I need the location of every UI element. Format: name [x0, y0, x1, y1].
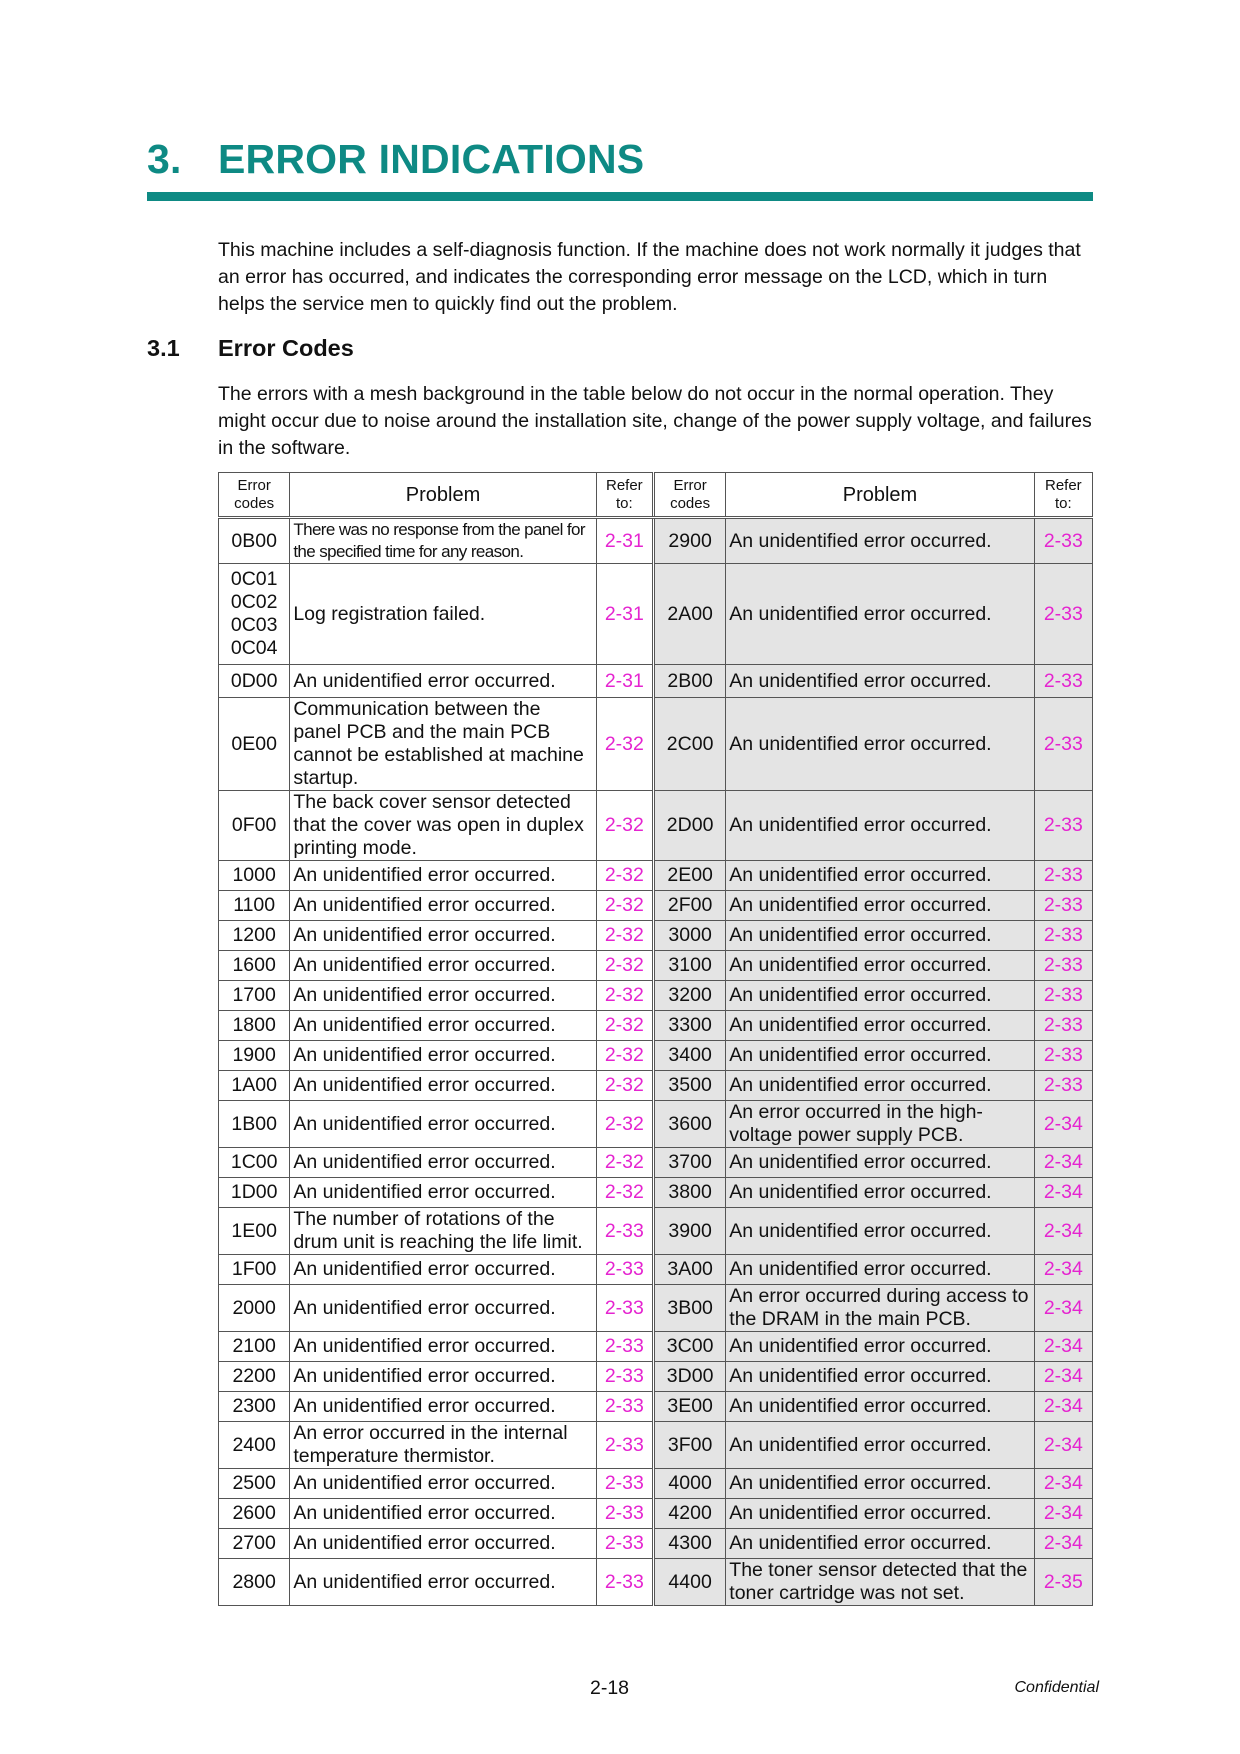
problem-cell: An unidentified error occurred.: [726, 981, 1034, 1011]
table-row: [219, 1422, 1093, 1469]
error-code-cell: 4000: [653, 1469, 725, 1499]
header-problem-right: Problem: [726, 473, 1034, 518]
error-code-cell: 2C00: [653, 698, 725, 791]
refer-cell: 2-34: [1034, 1332, 1092, 1362]
table-row: [219, 1362, 1093, 1392]
error-code-cell: 2B00: [653, 665, 725, 698]
refer-cell: 2-33: [1034, 921, 1092, 951]
refer-cell: 2-32: [596, 1011, 653, 1041]
error-code-cell: 3700: [653, 1148, 725, 1178]
refer-cell: 2-33: [1034, 518, 1092, 564]
error-code-cell: 1200: [219, 921, 290, 951]
table-row: [219, 1332, 1093, 1362]
refer-cell: 2-33: [1034, 891, 1092, 921]
refer-cell: 2-34: [1034, 1422, 1092, 1469]
table-row: [219, 1559, 1093, 1606]
heading-rule: [147, 192, 1093, 201]
error-code-cell: 3F00: [653, 1422, 725, 1469]
error-code-cell: 1E00: [219, 1208, 290, 1255]
section-number: 3.1: [147, 335, 180, 361]
problem-cell: The toner sensor detected that the toner cartridge was not set.: [726, 1559, 1034, 1606]
table-row: [219, 518, 1093, 564]
error-code-cell: 3300: [653, 1011, 725, 1041]
refer-cell: 2-34: [1034, 1208, 1092, 1255]
table-row: [219, 1178, 1093, 1208]
refer-cell: 2-32: [596, 951, 653, 981]
table-row: [219, 1208, 1093, 1255]
error-code-cell: 0E00: [219, 698, 290, 791]
refer-cell: 2-33: [596, 1255, 653, 1285]
refer-cell: 2-34: [1034, 1148, 1092, 1178]
refer-cell: 2-31: [596, 564, 653, 665]
header-error-codes: Error codes: [219, 473, 290, 518]
error-code-cell: 1B00: [219, 1101, 290, 1148]
refer-cell: 2-34: [1034, 1529, 1092, 1559]
refer-cell: 2-32: [596, 981, 653, 1011]
error-code-cell: 2400: [219, 1422, 290, 1469]
problem-cell: An unidentified error occurred.: [726, 1255, 1034, 1285]
problem-cell: An unidentified error occurred.: [290, 951, 596, 981]
problem-cell: An error occurred in the internal temperature thermistor.: [290, 1422, 596, 1469]
error-code-cell: 2200: [219, 1362, 290, 1392]
error-code-cell: 2300: [219, 1392, 290, 1422]
problem-cell: An unidentified error occurred.: [726, 564, 1034, 665]
problem-cell: An unidentified error occurred.: [290, 1011, 596, 1041]
refer-cell: 2-33: [596, 1285, 653, 1332]
error-code-cell: 4400: [653, 1559, 725, 1606]
error-code-cell: 3000: [653, 921, 725, 951]
refer-cell: 2-32: [596, 791, 653, 861]
error-code-cell: 1D00: [219, 1178, 290, 1208]
refer-cell: 2-33: [1034, 861, 1092, 891]
refer-cell: 2-33: [1034, 665, 1092, 698]
error-code-cell: 2600: [219, 1499, 290, 1529]
problem-cell: An unidentified error occurred.: [726, 1178, 1034, 1208]
error-code-cell: 3A00: [653, 1255, 725, 1285]
refer-cell: 2-33: [596, 1392, 653, 1422]
error-code-cell: 3200: [653, 981, 725, 1011]
problem-cell: An unidentified error occurred.: [290, 1559, 596, 1606]
table-row: [219, 1255, 1093, 1285]
refer-cell: 2-34: [1034, 1101, 1092, 1148]
refer-cell: 2-32: [596, 1148, 653, 1178]
problem-cell: An unidentified error occurred.: [290, 1041, 596, 1071]
refer-cell: 2-35: [1034, 1559, 1092, 1606]
refer-cell: 2-32: [596, 861, 653, 891]
table-row: [219, 665, 1093, 698]
header-refer: Refer to:: [596, 473, 653, 518]
refer-cell: 2-34: [1034, 1499, 1092, 1529]
problem-cell: An unidentified error occurred.: [290, 1469, 596, 1499]
refer-cell: 2-33: [596, 1469, 653, 1499]
refer-cell: 2-33: [1034, 1071, 1092, 1101]
problem-cell: An unidentified error occurred.: [726, 1148, 1034, 1178]
table-header-row: [219, 473, 1093, 518]
refer-cell: 2-33: [1034, 981, 1092, 1011]
problem-cell: An unidentified error occurred.: [726, 1208, 1034, 1255]
error-code-cell: 2000: [219, 1285, 290, 1332]
error-code-cell: 1A00: [219, 1071, 290, 1101]
table-row: [219, 1011, 1093, 1041]
error-code-cell: 2800: [219, 1559, 290, 1606]
table-row: [219, 1148, 1093, 1178]
header-refer-right: Refer to:: [1034, 473, 1092, 518]
problem-cell: An unidentified error occurred.: [726, 1041, 1034, 1071]
problem-cell: Log registration failed.: [290, 564, 596, 665]
refer-cell: 2-33: [596, 1208, 653, 1255]
error-code-cell: 0B00: [219, 518, 290, 564]
refer-cell: 2-34: [1034, 1362, 1092, 1392]
table-row: [219, 921, 1093, 951]
mesh-note-paragraph: The errors with a mesh background in the table below do not occur in the normal operation. They might occur due to noise around the installation site, change of the power supply voltage, and failures in the software.: [218, 383, 1092, 459]
refer-cell: 2-34: [1034, 1255, 1092, 1285]
problem-cell: An unidentified error occurred.: [726, 951, 1034, 981]
refer-cell: 2-33: [596, 1422, 653, 1469]
problem-cell: An unidentified error occurred.: [726, 1469, 1034, 1499]
problem-cell: An unidentified error occurred.: [290, 1332, 596, 1362]
table-row: [219, 1529, 1093, 1559]
problem-cell: An unidentified error occurred.: [726, 1422, 1034, 1469]
problem-cell: There was no response from the panel for the specified time for any reason.: [290, 518, 596, 564]
section-heading: [147, 335, 354, 362]
table-row: [219, 1041, 1093, 1071]
chapter-heading: [147, 136, 644, 183]
error-code-cell: 3C00: [653, 1332, 725, 1362]
error-code-cell: 1700: [219, 981, 290, 1011]
error-code-cell: 0F00: [219, 791, 290, 861]
problem-cell: An unidentified error occurred.: [290, 1071, 596, 1101]
refer-cell: 2-32: [596, 1071, 653, 1101]
refer-cell: 2-33: [1034, 1041, 1092, 1071]
problem-cell: Communication between the panel PCB and the main PCB cannot be established at machine startup.: [290, 698, 596, 791]
problem-cell: An unidentified error occurred.: [726, 861, 1034, 891]
problem-cell: An unidentified error occurred.: [726, 1529, 1034, 1559]
refer-cell: 2-34: [1034, 1178, 1092, 1208]
problem-cell: An unidentified error occurred.: [290, 1362, 596, 1392]
error-table-body: [219, 473, 1093, 1606]
refer-cell: 2-33: [596, 1332, 653, 1362]
refer-cell: 2-34: [1034, 1392, 1092, 1422]
refer-cell: 2-33: [1034, 698, 1092, 791]
problem-cell: An unidentified error occurred.: [290, 891, 596, 921]
confidential-label: Confidential: [1014, 1679, 1099, 1696]
error-code-cell: 2F00: [653, 891, 725, 921]
problem-cell: An unidentified error occurred.: [726, 518, 1034, 564]
error-code-cell: 3800: [653, 1178, 725, 1208]
error-code-cell: 1900: [219, 1041, 290, 1071]
problem-cell: An error occurred during access to the DRAM in the main PCB.: [726, 1285, 1034, 1332]
problem-cell: An unidentified error occurred.: [290, 981, 596, 1011]
problem-cell: An unidentified error occurred.: [290, 665, 596, 698]
error-code-cell: 3B00: [653, 1285, 725, 1332]
refer-cell: 2-32: [596, 1041, 653, 1071]
error-code-cell: 1800: [219, 1011, 290, 1041]
problem-cell: An unidentified error occurred.: [290, 1148, 596, 1178]
problem-cell: An unidentified error occurred.: [290, 1255, 596, 1285]
error-code-cell: 1100: [219, 891, 290, 921]
error-code-cell: 3100: [653, 951, 725, 981]
table-row: [219, 698, 1093, 791]
problem-cell: An unidentified error occurred.: [726, 698, 1034, 791]
problem-cell: The back cover sensor detected that the cover was open in duplex printing mode.: [290, 791, 596, 861]
header-problem: Problem: [290, 473, 596, 518]
problem-cell: An unidentified error occurred.: [726, 791, 1034, 861]
chapter-title: ERROR INDICATIONS: [218, 136, 645, 182]
error-code-cell: 4300: [653, 1529, 725, 1559]
table-row: [219, 981, 1093, 1011]
problem-cell: An unidentified error occurred.: [290, 1285, 596, 1332]
problem-cell: An unidentified error occurred.: [726, 1071, 1034, 1101]
header-error-codes-right: Error codes: [653, 473, 725, 518]
problem-cell: An error occurred in the high-voltage power supply PCB.: [726, 1101, 1034, 1148]
table-row: [219, 891, 1093, 921]
problem-cell: An unidentified error occurred.: [290, 1529, 596, 1559]
error-code-cell: 1000: [219, 861, 290, 891]
error-code-cell: 4200: [653, 1499, 725, 1529]
problem-cell: An unidentified error occurred.: [290, 1178, 596, 1208]
error-code-cell: 3E00: [653, 1392, 725, 1422]
problem-cell: An unidentified error occurred.: [290, 1499, 596, 1529]
table-row: [219, 1499, 1093, 1529]
table-row: [219, 1071, 1093, 1101]
refer-cell: 2-33: [1034, 951, 1092, 981]
refer-cell: 2-33: [596, 1362, 653, 1392]
error-code-cell: 3400: [653, 1041, 725, 1071]
refer-cell: 2-33: [596, 1499, 653, 1529]
error-code-cell: 3500: [653, 1071, 725, 1101]
problem-cell: An unidentified error occurred.: [726, 891, 1034, 921]
problem-cell: The number of rotations of the drum unit is reaching the life limit.: [290, 1208, 596, 1255]
section-title: Error Codes: [218, 335, 354, 361]
error-code-cell: 3900: [653, 1208, 725, 1255]
refer-cell: 2-32: [596, 891, 653, 921]
problem-cell: An unidentified error occurred.: [726, 1011, 1034, 1041]
refer-cell: 2-32: [596, 1101, 653, 1148]
problem-cell: An unidentified error occurred.: [726, 1362, 1034, 1392]
error-code-cell: 3600: [653, 1101, 725, 1148]
table-row: [219, 861, 1093, 891]
error-code-cell: 2D00: [653, 791, 725, 861]
refer-cell: 2-33: [1034, 1011, 1092, 1041]
error-code-cell: 0C01 0C02 0C03 0C04: [219, 564, 290, 665]
error-code-cell: 3D00: [653, 1362, 725, 1392]
table-row: [219, 1392, 1093, 1422]
table-row: [219, 791, 1093, 861]
problem-cell: An unidentified error occurred.: [726, 1499, 1034, 1529]
refer-cell: 2-33: [1034, 564, 1092, 665]
refer-cell: 2-32: [596, 1178, 653, 1208]
intro-paragraph: This machine includes a self-diagnosis function. If the machine does not work normally it judges that an error has occurred, and indicates the corresponding error message on the LCD, which in turn helps the service men to quickly find out the problem.: [218, 239, 1081, 315]
refer-cell: 2-34: [1034, 1285, 1092, 1332]
error-code-cell: 2900: [653, 518, 725, 564]
table-row: [219, 1469, 1093, 1499]
refer-cell: 2-31: [596, 518, 653, 564]
problem-cell: An unidentified error occurred.: [726, 921, 1034, 951]
error-code-cell: 1F00: [219, 1255, 290, 1285]
table-row: [219, 564, 1093, 665]
refer-cell: 2-31: [596, 665, 653, 698]
refer-cell: 2-33: [596, 1559, 653, 1606]
error-code-cell: 2700: [219, 1529, 290, 1559]
error-codes-table: [218, 472, 1093, 1606]
refer-cell: 2-33: [1034, 791, 1092, 861]
table-row: [219, 1101, 1093, 1148]
error-code-cell: 1600: [219, 951, 290, 981]
refer-cell: 2-33: [596, 1529, 653, 1559]
refer-cell: 2-34: [1034, 1469, 1092, 1499]
error-code-cell: 2100: [219, 1332, 290, 1362]
page-number: 2-18: [590, 1677, 630, 1699]
table-row: [219, 1285, 1093, 1332]
problem-cell: An unidentified error occurred.: [726, 1332, 1034, 1362]
problem-cell: An unidentified error occurred.: [290, 1101, 596, 1148]
error-code-cell: 2A00: [653, 564, 725, 665]
error-code-cell: 1C00: [219, 1148, 290, 1178]
problem-cell: An unidentified error occurred.: [290, 861, 596, 891]
problem-cell: An unidentified error occurred.: [290, 1392, 596, 1422]
chapter-number: 3.: [147, 136, 182, 182]
refer-cell: 2-32: [596, 698, 653, 791]
error-code-cell: 2500: [219, 1469, 290, 1499]
problem-cell: An unidentified error occurred.: [290, 921, 596, 951]
table-row: [219, 951, 1093, 981]
refer-cell: 2-32: [596, 921, 653, 951]
problem-cell: An unidentified error occurred.: [726, 665, 1034, 698]
error-code-cell: 0D00: [219, 665, 290, 698]
problem-cell: An unidentified error occurred.: [726, 1392, 1034, 1422]
error-code-cell: 2E00: [653, 861, 725, 891]
